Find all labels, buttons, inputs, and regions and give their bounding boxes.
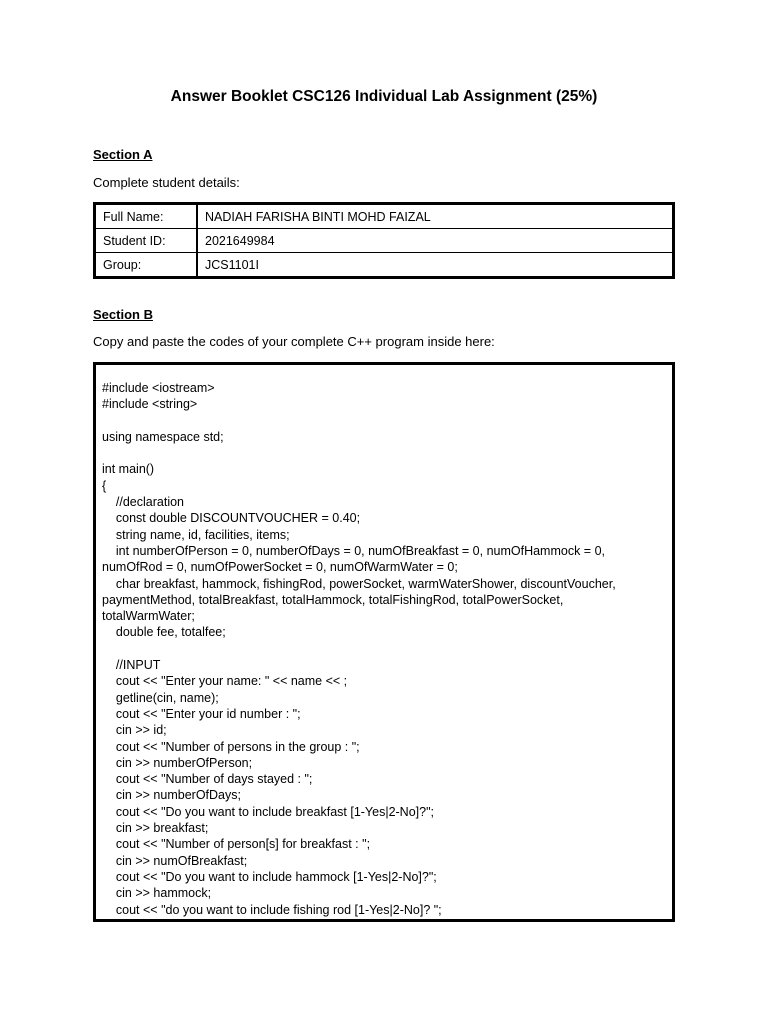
page-title: Answer Booklet CSC126 Individual Lab Assignment (25%) <box>170 88 598 105</box>
table-row <box>95 204 674 229</box>
program-code: #include <iostream> #include <string> using namespace std; int main() { //declaration const double DISCOUNTVOUCHER = 0.40; string name, id, facilities, items; int numberOfPerson = 0, numberOfDays = 0, numOfBreakfast = 0, numOfHammock = 0, numOfRod = 0, numOfPowerSocket = 0, numOfWarmWater = 0; char breakfast, hammock, fishingRod, powerSocket, warmWaterShower, discountVoucher, paymentMethod, totalBreakfast, totalHammock, totalFishingRod, totalPowerSocket, totalWarmWater; double fee, totalfee; //INPUT cout << "Enter your name: " << name << ; getline(cin, name); cout << "Enter your id number : "; cin >> id; cout << "Number of persons in the group : "; cin >> numberOfPerson; cout << "Number of days stayed : "; cin >> numberOfDays; cout << "Do you want to include breakfast [1-Yes|2-No]?"; cin >> breakfast; cout << "Number of person[s] for breakfast : "; cin >> numOfBreakfast; cout << "Do you want to include hammock [1-Yes|2-No]?"; cin >> hammock; cout << "do you want to include fishing rod [1-Yes|2-No]? "; <box>102 381 616 917</box>
full-name-label: Full Name: <box>95 204 198 229</box>
student-id-value: 2021649984 <box>197 229 674 253</box>
code-box <box>93 362 675 922</box>
group-value: JCS1101I <box>197 253 674 278</box>
student-id-label: Student ID: <box>95 229 198 253</box>
group-label: Group: <box>95 253 198 278</box>
section-b-instruction: Copy and paste the codes of your complete C++ program inside here: <box>93 334 495 349</box>
full-name-value: NADIAH FARISHA BINTI MOHD FAIZAL <box>197 204 674 229</box>
section-b-heading: Section B <box>93 307 153 322</box>
student-details-table <box>93 202 675 279</box>
table-row <box>95 253 674 278</box>
section-a-instruction: Complete student details: <box>93 175 240 190</box>
table-row <box>95 229 674 253</box>
section-a-heading: Section A <box>93 147 153 162</box>
